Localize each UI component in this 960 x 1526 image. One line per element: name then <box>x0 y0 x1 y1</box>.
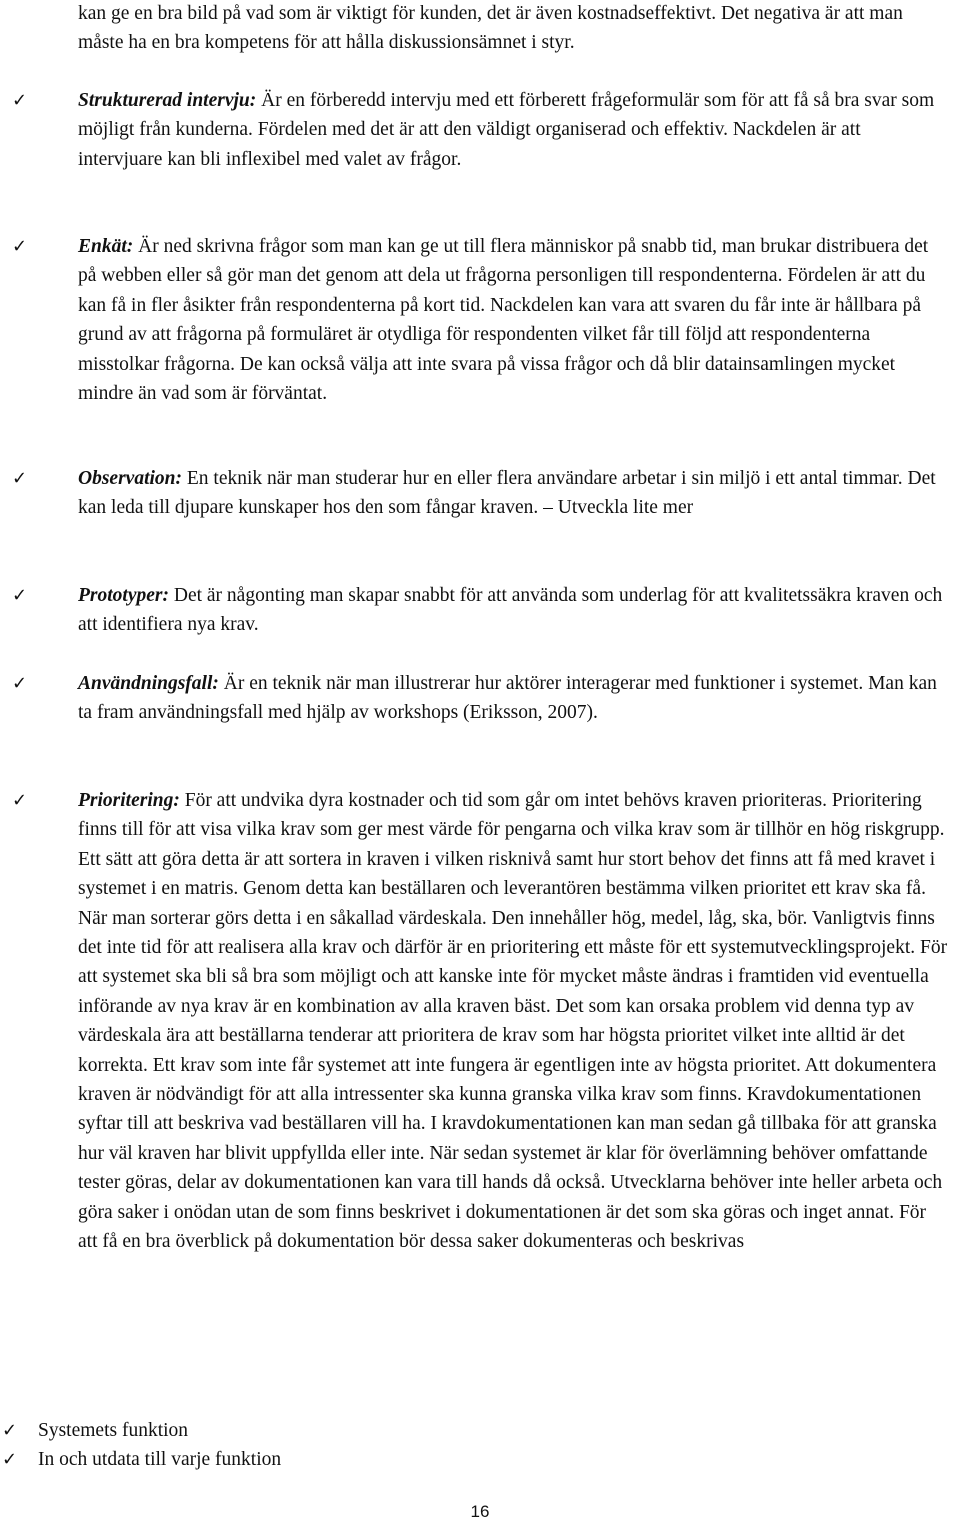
item-text: Är ned skrivna frågor som man kan ge ut till flera människor på snabb tid, man brukar distribuera det på webben eller så gör man det genom att dela ut frågorna personligen till respondenterna. Fördelen är att du kan få in fler åsikter från respondenterna på kort tid. Nackdelen kan vara att svaren du får inte är hållbara på grund av att frågorna på formuläret är otydliga för respondenten vilket får till följd att respondenterna misstolkar frågorna. De kan också välja att inte svara på vissa frågor och då blir datainsamlingen mycket mindre än vad som är förväntat. <box>78 236 929 405</box>
item-text: En teknik när man studerar hur en eller flera användare arbetar i sin miljö i ett antal timmar. Det kan leda till djupare kunskaper hos den som fångar kraven. – Utveckla lite mer <box>78 468 936 519</box>
list-item-strukturerad-intervju <box>12 86 948 174</box>
checkmark-icon: ✓ <box>2 1449 18 1470</box>
list-item-observation <box>12 464 948 523</box>
item-term: Observation: <box>78 468 182 489</box>
sub-item-text: In och utdata till varje funktion <box>38 1449 282 1470</box>
checkmark-icon: ✓ <box>12 236 28 257</box>
item-text: Är en förberedd intervju med ett förberett frågeformulär som för att få så bra svar som möjligt från kunderna. Fördelen med det är att den väldigt organiserad och effektiv. Nackdelen är att intervjuare kan bli inflexibel med valet av frågor. <box>78 90 935 170</box>
item-text: Är en teknik när man illustrerar hur aktörer interagerar med funktioner i systemet. Man kan ta fram användningsfall med hjälp av workshops (Eriksson, 2007). <box>78 673 937 724</box>
item-term: Strukturerad intervju: <box>78 90 257 111</box>
list-item-enkat <box>12 232 948 408</box>
page-number: 16 <box>470 1502 490 1521</box>
list-item-anvandningsfall <box>12 669 948 728</box>
item-text: För att undvika dyra kostnader och tid som går om intet behövs kraven prioriteras. Prioritering finns till för att visa vilka krav som ger mest värde för pengarna och vilka krav som är tillhör en hög riskgrupp. Ett sätt att göra detta är att sortera in kraven i vilken risknivå samt hur stort behov det finns att få med kravet i systemet i en matris. Genom detta kan beställaren och leverantören bestämma vilken prioritet ett krav ska få. När man sorterar görs detta i en såkallad värdeskala. Den innehåller hög, medel, låg, ska, bör. Vanligtvis finns det inte tid för att realisera alla krav och därför är en prioritering ett måste för ett systemutvecklingsprojekt. För att systemet ska bli så bra som möjligt och att kanske inte för mycket måste ändras i framtiden vid eventuella införande av nya krav är en kombination av alla kraven bäst. Det som kan orsaka problem vid denna typ av värdeskala ära att beställarna tenderar att prioritera de krav som har högsta prioritet vilket inte alltid är det korrekta. Ett krav som inte får systemet att inte fungera är egentligen inte av högsta prioritet. Att dokumentera kraven är nödvändigt för att alla intressenter ska kunna granska vilka krav som finns. Kravdokumentationen syftar till att beskriva vad beställaren vill ha. I kravdokumentationen kan man sedan gå tillbaka för att granska hur väl kraven har blivit uppfyllda eller inte. När sedan systemet är klar för överlämning behöver omfattande tester göras, delar av dokumentationen kan vara till hands då också. Utvecklarna behöver inte heller arbeta och göra saker i onödan utan de som finns beskrivet i dokumentationen är det som ska göras och inget annat. För att få en bra överblick på dokumentation bör dessa saker dokumenteras och beskrivas <box>78 790 948 1253</box>
item-term: Prioritering: <box>78 790 180 811</box>
intro-paragraph: kan ge en bra bild på vad som är viktigt för kunden, det är även kostnadseffektivt. Det negativa är att man måste ha en bra kompetens för att hålla diskussionsämnet i styr. <box>78 3 903 54</box>
checkmark-icon: ✓ <box>12 468 28 489</box>
item-term: Prototyper: <box>78 585 169 606</box>
item-term: Enkät: <box>78 236 134 257</box>
checkmark-icon: ✓ <box>12 585 28 606</box>
list-item-prototyper <box>12 581 948 640</box>
checkmark-icon: ✓ <box>12 90 28 111</box>
checkmark-icon: ✓ <box>12 790 28 811</box>
sub-item-text: Systemets funktion <box>38 1420 189 1441</box>
list-item-prioritering <box>12 786 948 1257</box>
sub-list-item-systemets-funktion <box>2 1416 638 1445</box>
checkmark-icon: ✓ <box>12 673 28 694</box>
item-text: Det är någonting man skapar snabbt för att använda som underlag för att kvalitetssäkra kraven och att identifiera nya krav. <box>78 585 943 636</box>
item-term: Användningsfall: <box>78 673 219 694</box>
sub-list-item-in-och-utdata <box>2 1445 638 1474</box>
checkmark-icon: ✓ <box>2 1420 18 1441</box>
